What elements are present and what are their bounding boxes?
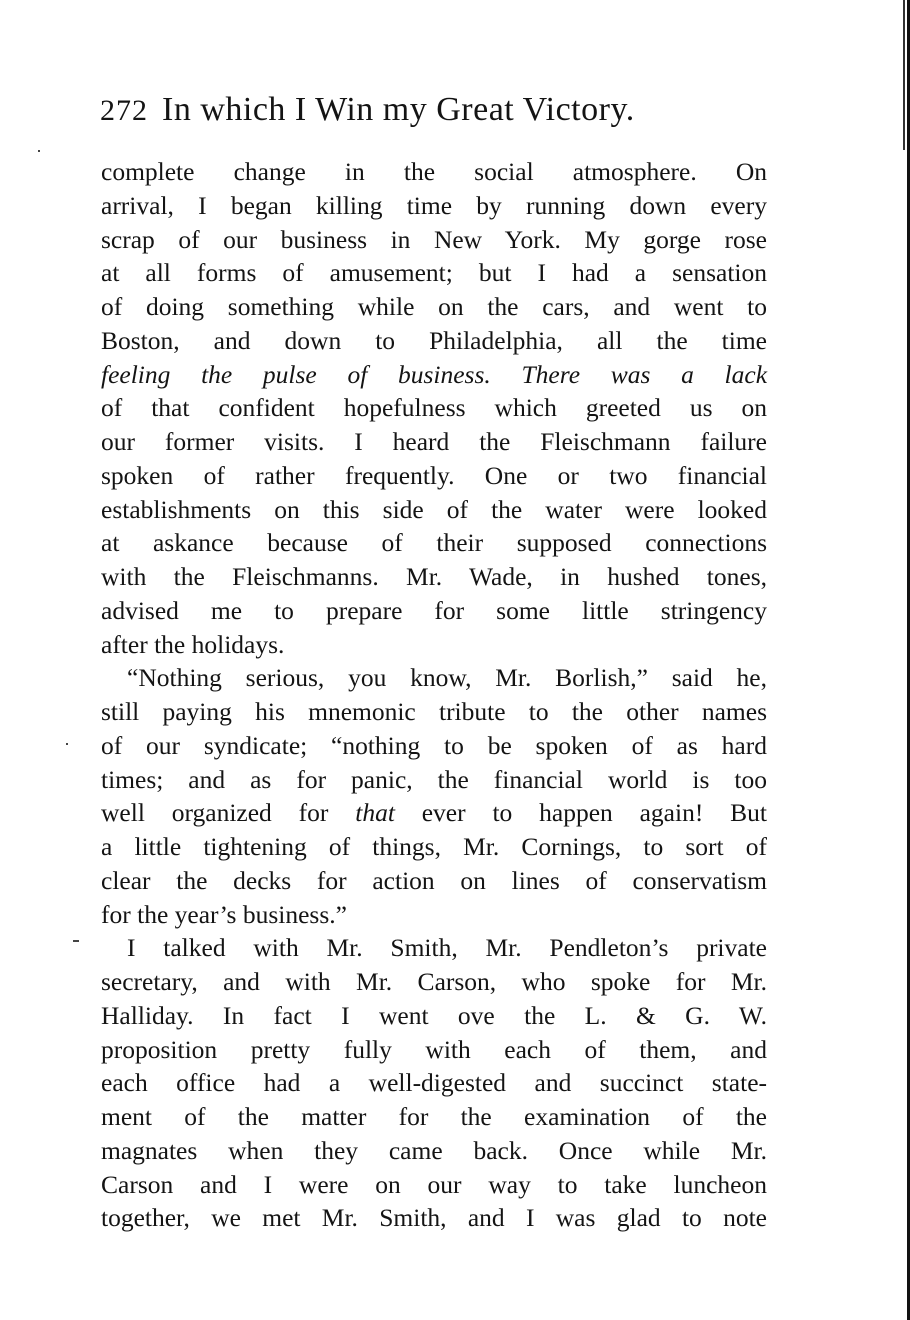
text-line: after the holidays. <box>101 629 285 659</box>
text-line: “Nothing serious, you know, Mr. Borlish,” said he, <box>127 663 767 693</box>
text-line: at all forms of amusement; but I had a sensation <box>101 258 767 288</box>
text-line: scrap of our business in New York. My gorge rose <box>101 224 767 254</box>
text-line: secretary, and with Mr. Carson, who spoke for Mr. <box>101 967 767 996</box>
text-line: of that confident hopefulness which greeted us on <box>101 393 767 423</box>
text-line: clear the decks for action on lines of conservatism <box>101 865 767 895</box>
scan-speck <box>38 150 40 152</box>
text-line: proposition pretty fully with each of them, and <box>101 1034 767 1064</box>
running-header <box>100 88 740 132</box>
text-line: arrival, I began killing time by running down every <box>101 190 767 220</box>
text-line <box>101 358 767 392</box>
text-line: Carson and I were on our way to take luncheon <box>101 1169 767 1199</box>
text-line: Boston, and down to Philadelphia, all the time <box>101 325 767 355</box>
text-line: our former visits. I heard the Fleischmann failure <box>101 427 767 456</box>
text-line: each office had a well-digested and succinct state- <box>101 1068 767 1098</box>
text-line: for the year’s business.” <box>101 899 347 929</box>
text-fragment: ever to happen again! But <box>394 798 768 828</box>
chapter-title: In which I Win my Great Victory. <box>162 91 635 128</box>
text-line: together, we met Mr. Smith, and I was glad to note <box>101 1203 767 1233</box>
page-edge-mark <box>903 0 905 150</box>
italic-phrase: feeling the pulse of business. <box>101 359 491 389</box>
text-line: with the Fleischmanns. Mr. Wade, in hushed tones, <box>101 562 767 591</box>
text-line: advised me to prepare for some little stringency <box>101 595 767 625</box>
text-line: at askance because of their supposed connections <box>101 528 767 558</box>
body-text <box>101 155 767 1235</box>
text-line: a little tightening of things, Mr. Cornings, to sort of <box>101 832 767 861</box>
text-line: magnates when they came back. Once while Mr. <box>101 1135 767 1165</box>
text-line: ment of the matter for the examination of the <box>101 1102 767 1131</box>
text-line: of our syndicate; “nothing to be spoken of as hard <box>101 730 767 760</box>
text-line: times; and as for panic, the financial world is too <box>101 764 767 794</box>
scan-speck <box>73 940 79 942</box>
scan-speck <box>66 743 68 745</box>
text-line: I talked with Mr. Smith, Mr. Pendleton’s private <box>127 933 767 963</box>
text-line <box>101 796 767 830</box>
text-line: establishments on this side of the water were looked <box>101 494 767 524</box>
text-line: complete change in the social atmosphere. On <box>101 157 767 186</box>
text-line: spoken of rather frequently. One or two financial <box>101 460 767 490</box>
text-fragment: well organized for <box>101 798 356 828</box>
italic-word: that <box>355 798 395 828</box>
text-line: of doing something while on the cars, and went to <box>101 292 767 321</box>
page-number: 272 <box>100 94 148 127</box>
text-line: Halliday. In fact I went ove the L. & G. W. <box>101 1000 767 1030</box>
italic-phrase: There was a lack <box>521 359 768 389</box>
text-line: still paying his mnemonic tribute to the other names <box>101 697 767 726</box>
